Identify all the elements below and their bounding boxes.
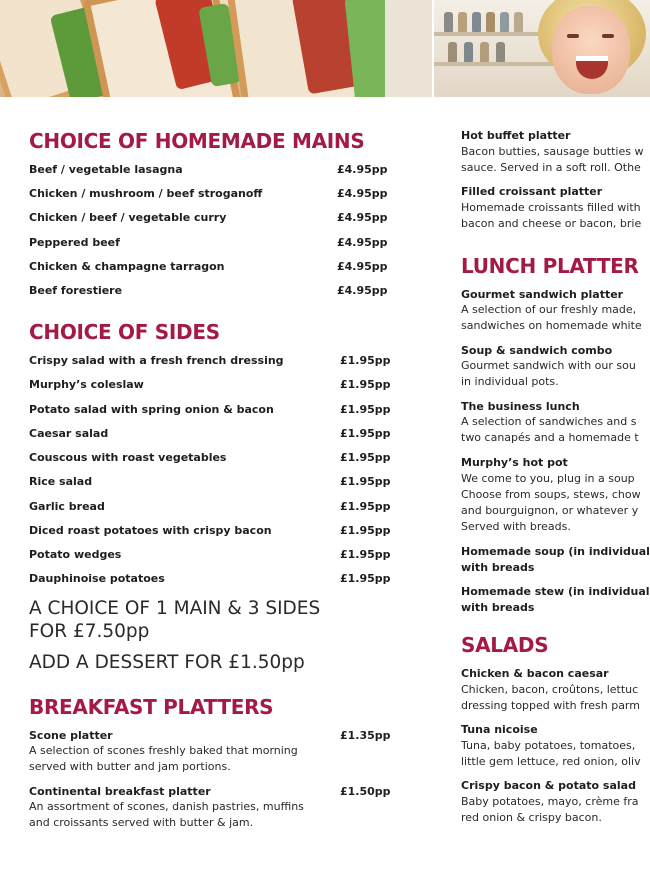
item-name: Hot buffet platter [461, 129, 571, 142]
description-line: An assortment of scones, danish pastries, muffins [29, 800, 304, 813]
item-name: Potato wedges [29, 548, 122, 561]
item-price: £1.95pp [340, 548, 391, 561]
menu-item [29, 572, 391, 585]
combo-offer-line: A CHOICE OF 1 MAIN & 3 SIDES [29, 598, 321, 619]
description-line: Chicken, bacon, croûtons, lettuc [461, 683, 639, 696]
item-description [461, 144, 643, 176]
description-line: in individual pots. [461, 375, 559, 388]
item-description [461, 302, 642, 334]
menu-item [29, 403, 391, 416]
item-name: Gourmet sandwich platter [461, 288, 624, 301]
description-line: two canapés and a homemade t [461, 431, 639, 444]
menu-item [29, 187, 388, 200]
dessert-offer: ADD A DESSERT FOR £1.50pp [29, 652, 305, 673]
item-name: Chicken / mushroom / beef stroganoff [29, 187, 263, 200]
item-name: Diced roast potatoes with crispy bacon [29, 524, 272, 537]
item-name: Soup & sandwich combo [461, 344, 613, 357]
item-name-line: Homemade stew (in individual [461, 585, 650, 598]
item-description [461, 738, 641, 770]
description-line: red onion & crispy bacon. [461, 811, 602, 824]
item-price: £4.95pp [337, 236, 388, 249]
sandwich-photo [0, 0, 432, 97]
description-line: A selection of our freshly made, [461, 303, 637, 316]
item-price: £1.95pp [340, 524, 391, 537]
item-name: Dauphinoise potatoes [29, 572, 165, 585]
item-price: £1.35pp [340, 729, 391, 742]
description-line: little gem lettuce, red onion, oliv [461, 755, 641, 768]
item-name: Potato salad with spring onion & bacon [29, 403, 274, 416]
item-price: £1.95pp [340, 500, 391, 513]
item-name-line: with breads [461, 561, 535, 574]
description-line: A selection of scones freshly baked that morning [29, 744, 298, 757]
item-name: Beef forestiere [29, 284, 123, 297]
item-price: £1.95pp [340, 378, 391, 391]
item-name: Chicken / beef / vegetable curry [29, 211, 227, 224]
item-name: Rice salad [29, 475, 93, 488]
description-line: sauce. Served in a soft roll. Othe [461, 161, 641, 174]
description-line: and croissants served with butter & jam. [29, 816, 254, 829]
item-price: £1.95pp [340, 475, 391, 488]
menu-item [29, 475, 391, 488]
description-line: sandwiches on homemade white [461, 319, 642, 332]
lunch-heading: LUNCH PLATTER [461, 254, 639, 278]
item-price: £1.95pp [340, 427, 391, 440]
menu-item [29, 163, 388, 176]
item-name: Beef / vegetable lasagna [29, 163, 183, 176]
item-name: Couscous with roast vegetables [29, 451, 227, 464]
description-line: A selection of sandwiches and s [461, 415, 637, 428]
menu-item [29, 211, 388, 224]
item-price: £1.95pp [340, 572, 391, 585]
menu-item [29, 524, 391, 537]
description-line: Baby potatoes, mayo, crème fra [461, 795, 639, 808]
description-line: dressing topped with fresh parm [461, 699, 640, 712]
combo-offer [29, 597, 389, 643]
header-banner [0, 0, 650, 97]
item-name: Filled croissant platter [461, 185, 603, 198]
item-price: £1.50pp [340, 785, 391, 798]
item-description [461, 414, 639, 446]
menu-item [29, 284, 388, 297]
item-name: Murphy’s coleslaw [29, 378, 144, 391]
breakfast-heading: BREAKFAST PLATTERS [29, 695, 274, 719]
item-price: £1.95pp [340, 451, 391, 464]
item-name [461, 544, 650, 576]
description-line: Choose from soups, stews, chow [461, 488, 641, 501]
item-name: Caesar salad [29, 427, 109, 440]
item-name: Crispy salad with a fresh french dressing [29, 354, 284, 367]
combo-offer-line: FOR £7.50pp [29, 621, 150, 642]
item-description [461, 794, 638, 826]
menu-item [29, 548, 391, 561]
menu-item [29, 500, 391, 513]
item-name: Scone platter [29, 729, 113, 742]
staff-photo [434, 0, 650, 97]
item-description [461, 682, 640, 714]
item-description [461, 471, 641, 535]
description-line: We come to you, plug in a soup [461, 472, 635, 485]
item-price: £4.95pp [337, 260, 388, 273]
item-description [461, 200, 641, 232]
item-name: Continental breakfast platter [29, 785, 211, 798]
salads-heading: SALADS [461, 633, 549, 657]
menu-item [29, 729, 391, 742]
item-description [29, 799, 304, 831]
item-price: £1.95pp [340, 403, 391, 416]
item-price: £1.95pp [340, 354, 391, 367]
item-description [29, 743, 298, 775]
item-name: The business lunch [461, 400, 580, 413]
description-line: Bacon butties, sausage butties w [461, 145, 644, 158]
item-name-line: Homemade soup (in individual [461, 545, 650, 558]
item-name: Murphy’s hot pot [461, 456, 568, 469]
menu-item [29, 260, 388, 273]
item-price: £4.95pp [337, 284, 388, 297]
item-name: Tuna nicoise [461, 723, 538, 736]
item-price: £4.95pp [337, 187, 388, 200]
description-line: bacon and cheese or bacon, brie [461, 217, 642, 230]
menu-item [29, 785, 391, 798]
menu-item [29, 236, 388, 249]
description-line: Tuna, baby potatoes, tomatoes, [461, 739, 636, 752]
menu-item [29, 451, 391, 464]
item-name: Garlic bread [29, 500, 105, 513]
item-name: Peppered beef [29, 236, 120, 249]
item-name [461, 584, 650, 616]
item-price: £4.95pp [337, 163, 388, 176]
item-price: £4.95pp [337, 211, 388, 224]
menu-item [29, 378, 391, 391]
item-name: Chicken & champagne tarragon [29, 260, 225, 273]
sides-heading: CHOICE OF SIDES [29, 320, 220, 344]
item-name: Chicken & bacon caesar [461, 667, 609, 680]
description-line: Homemade croissants filled with [461, 201, 641, 214]
mains-heading: CHOICE OF HOMEMADE MAINS [29, 129, 365, 153]
item-name: Crispy bacon & potato salad [461, 779, 636, 792]
item-name-line: with breads [461, 601, 535, 614]
description-line: Served with breads. [461, 520, 571, 533]
description-line: Gourmet sandwich with our sou [461, 359, 636, 372]
description-line: served with butter and jam portions. [29, 760, 231, 773]
menu-item [29, 427, 391, 440]
item-description [461, 358, 636, 390]
menu-item [29, 354, 391, 367]
description-line: and bourguignon, or whatever y [461, 504, 639, 517]
